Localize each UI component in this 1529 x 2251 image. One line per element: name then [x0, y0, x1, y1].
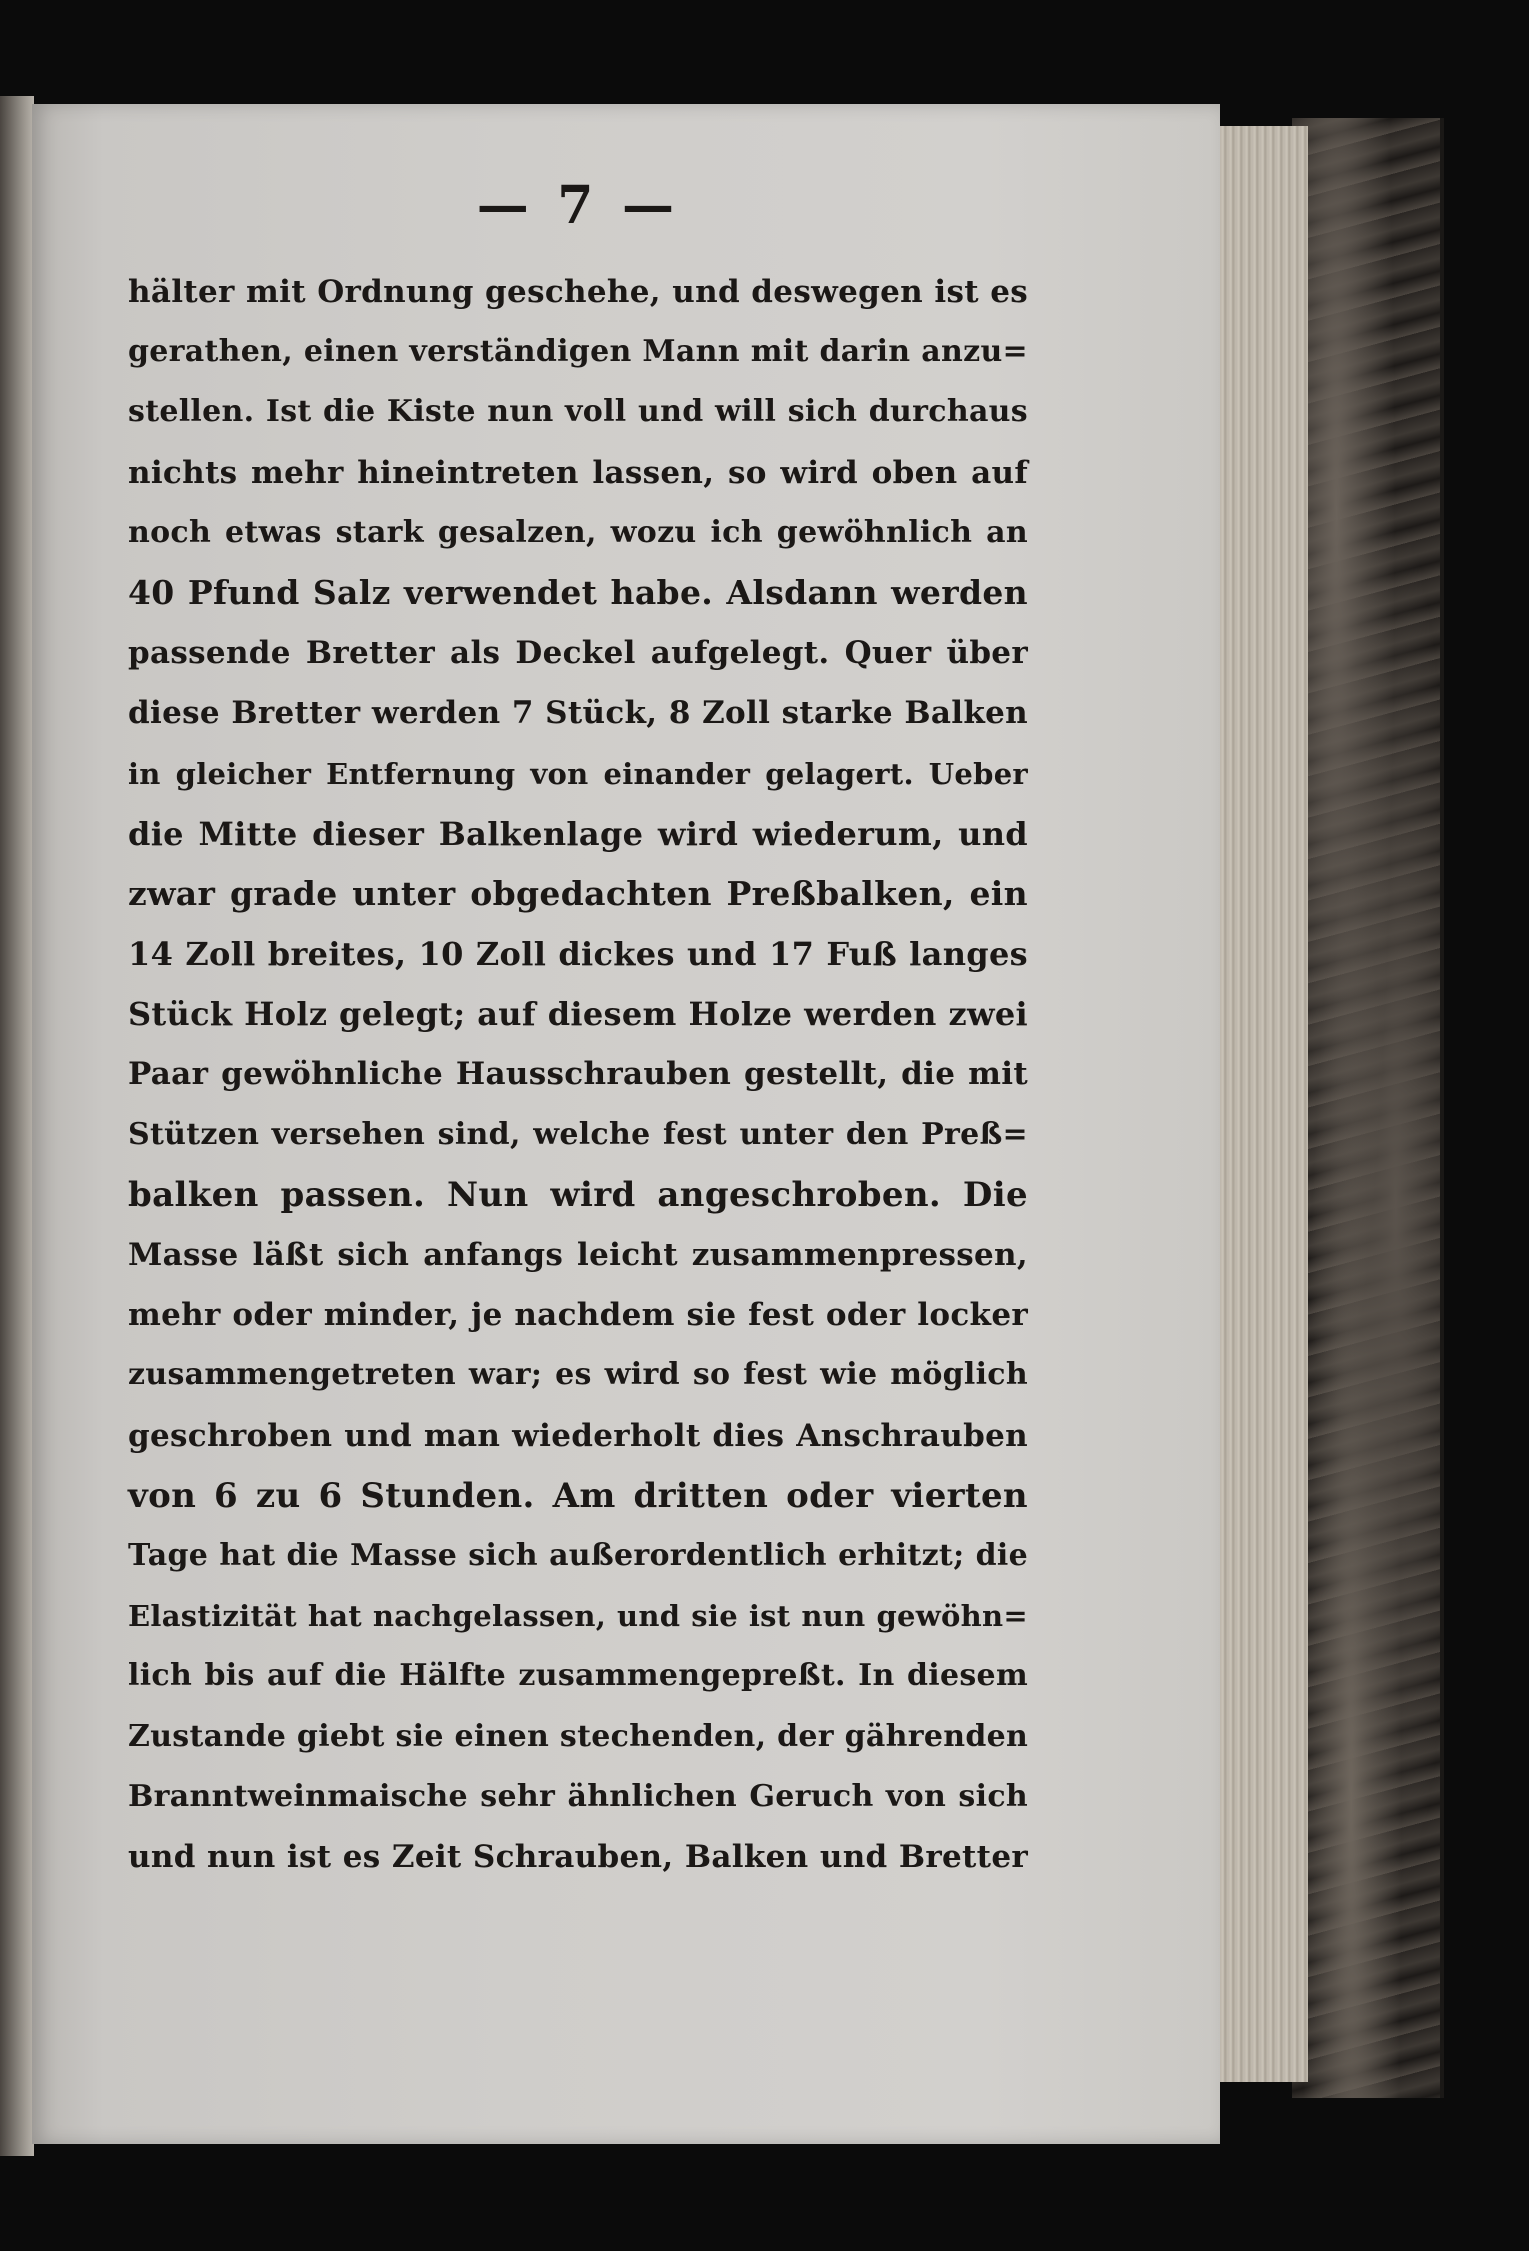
text-line: Stück Holz gelegt; auf diesem Holze werden zwei	[128, 995, 1028, 1034]
text-line: zwar grade unter obgedachten Preßbalken, ein	[128, 873, 1028, 913]
text-line: stellen. Ist die Kiste nun voll und will sich durchaus	[128, 394, 1028, 430]
previous-page-edge	[0, 96, 34, 2156]
text-line: gerathen, einen verständigen Mann mit darin anzu=	[128, 334, 1028, 370]
text-line: noch etwas stark gesalzen, wozu ich gewöhnlich an	[128, 514, 1028, 550]
text-line: Tage hat die Masse sich außerordentlich erhitzt; die	[128, 1537, 1028, 1573]
text-line: von 6 zu 6 Stunden. Am dritten oder vierten	[128, 1475, 1028, 1516]
text-line: zusammengetreten war; es wird so fest wie möglich	[128, 1357, 1028, 1393]
text-line: balken passen. Nun wird angeschroben. Die	[128, 1174, 1028, 1215]
text-line: und nun ist es Zeit Schrauben, Balken und Bretter	[128, 1838, 1028, 1875]
text-line: Stützen versehen sind, welche fest unter den Preß=	[128, 1116, 1028, 1152]
text-line: passende Bretter als Deckel aufgelegt. Quer über	[128, 635, 1028, 672]
text-line: Elastizität hat nachgelassen, und sie ist nun gewöhn=	[128, 1599, 1028, 1634]
page-block-edges	[1220, 126, 1308, 2082]
page-number-header: — 7 —	[476, 175, 680, 236]
text-line: lich bis auf die Hälfte zusammengepreßt. In diesem	[128, 1658, 1028, 1694]
text-line: die Mitte dieser Balkenlage wird wiederum, und	[128, 814, 1028, 853]
text-line: nichts mehr hineintreten lassen, so wird oben auf	[128, 454, 1028, 491]
text-line: mehr oder minder, je nachdem sie fest oder locker	[128, 1297, 1028, 1334]
text-line: diese Bretter werden 7 Stück, 8 Zoll starke Balken	[128, 695, 1028, 732]
text-line: 14 Zoll breites, 10 Zoll dickes und 17 Fuß langes	[128, 935, 1028, 974]
text-line: 40 Pfund Salz verwendet habe. Alsdann werden	[128, 572, 1028, 612]
text-line: Paar gewöhnliche Hausschrauben gestellt, die mit	[128, 1056, 1028, 1093]
text-line: Masse läßt sich anfangs leicht zusammenpressen,	[128, 1237, 1028, 1273]
book-cover	[1292, 118, 1444, 2098]
text-line: in gleicher Entfernung von einander gelagert. Ueber	[128, 756, 1028, 791]
text-line: hälter mit Ordnung geschehe, und deswegen ist es	[128, 274, 1028, 310]
page-text	[128, 170, 1028, 1887]
text-line: Branntweinmaische sehr ähnlichen Geruch von sich	[128, 1778, 1028, 1814]
text-line: Zustande giebt sie einen stechenden, der gährenden	[128, 1718, 1029, 1754]
text-line: geschroben und man wiederholt dies Anschrauben	[128, 1417, 1028, 1454]
